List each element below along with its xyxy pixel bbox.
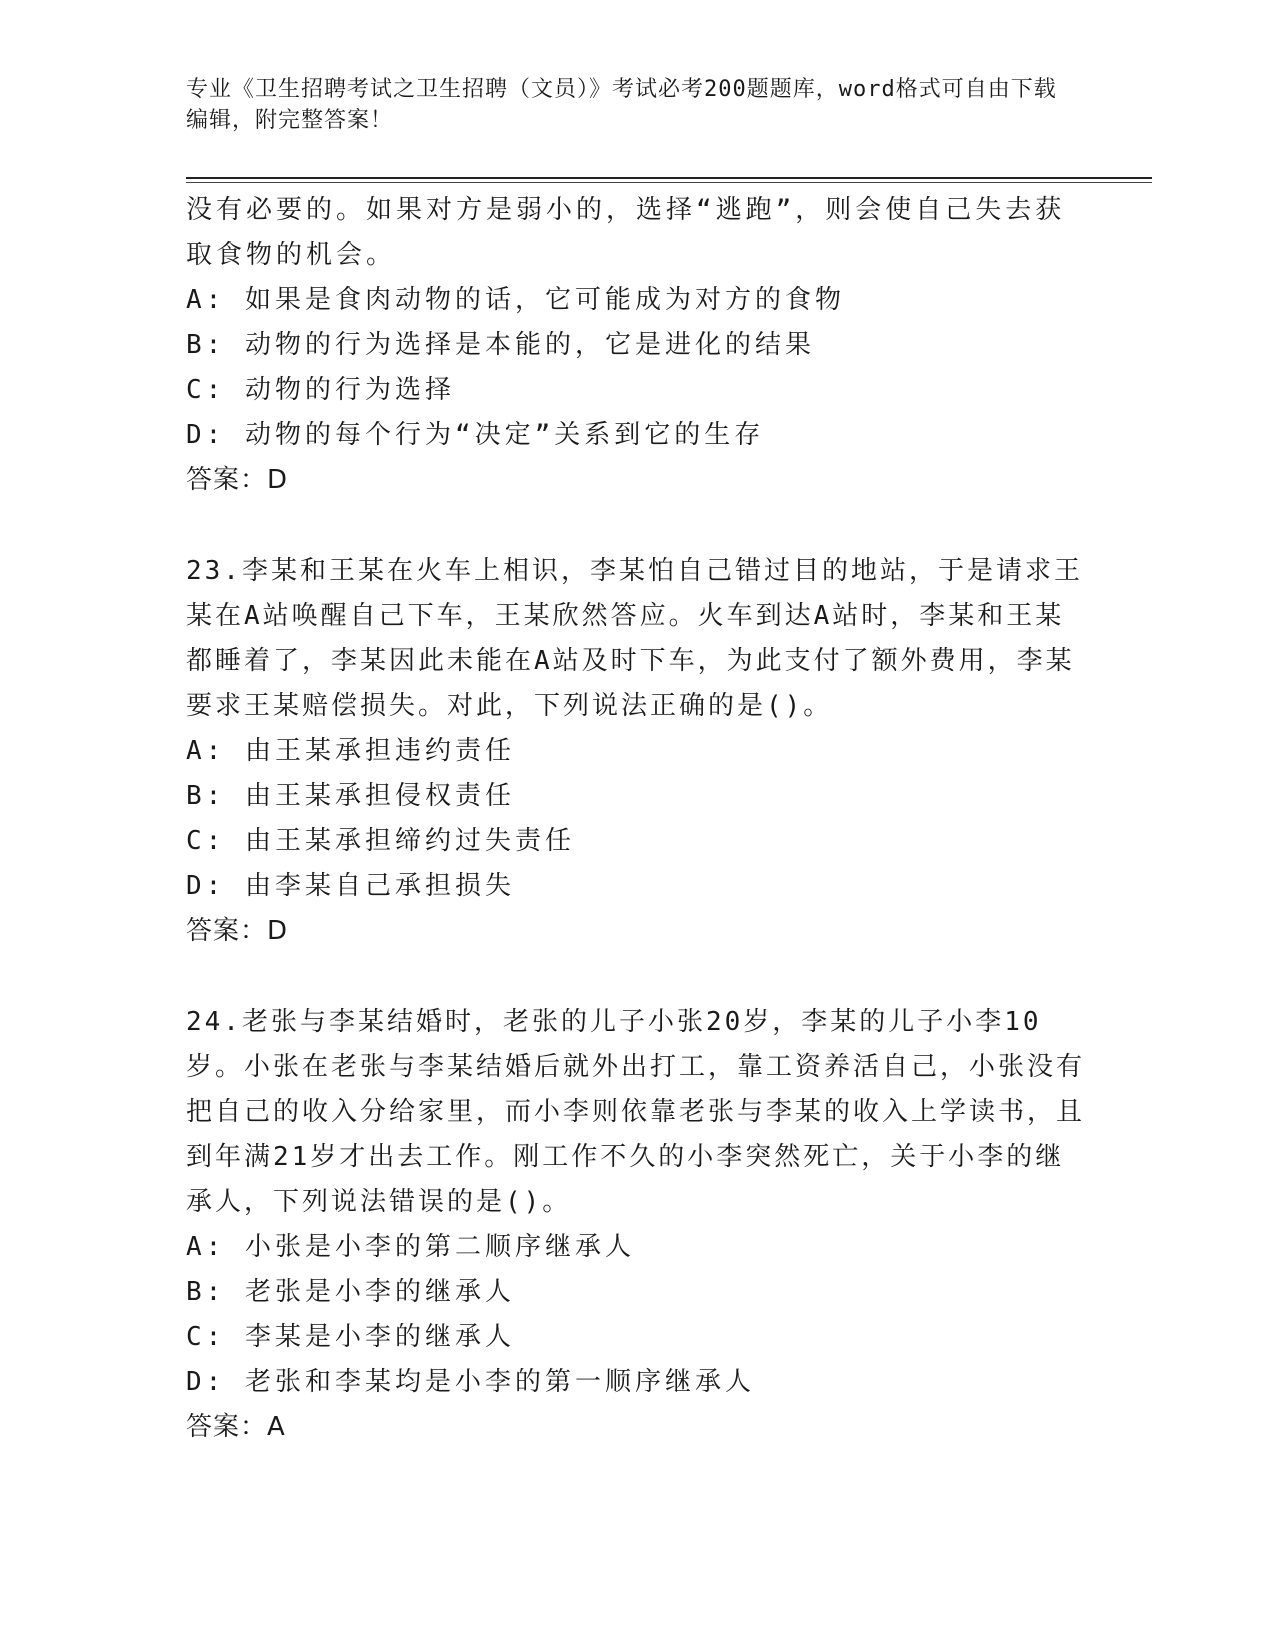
answer-line: 答案：D <box>186 465 289 495</box>
option-d: D: 老张和李某均是小李的第一顺序继承人 <box>186 1367 755 1397</box>
answer-line: 答案：D <box>186 916 289 946</box>
option-c: C: 动物的行为选择 <box>186 375 455 405</box>
option-b: B: 老张是小李的继承人 <box>186 1277 515 1307</box>
option-d: D: 动物的每个行为“决定”关系到它的生存 <box>186 420 765 450</box>
header-title: 专业《卫生招聘考试之卫生招聘（文员）》考试必考200题题库，word格式可自由下载编辑，附完整答案！ <box>186 77 1057 133</box>
question-text: 23.李某和王某在火车上相识，李某怕自己错过目的地站，于是请求王某在A站唤醒自己下车，王某欣然答应。火车到达A站时，李某和王某都睡着了，李某因此未能在A站及时下车，为此支付了额外费用，李某要求王某赔偿损失。对此，下列说法正确的是()。 <box>186 556 1083 721</box>
option-d: D: 由李某自己承担损失 <box>186 871 515 901</box>
question-text: 24.老张与李某结婚时，老张的儿子小张20岁，李某的儿子小李10岁。小张在老张与李某结婚后就外出打工，靠工资养活自己，小张没有把自己的收入分给家里，而小李则依靠老张与李某的收入上学读书，且到年满21岁才出去工作。刚工作不久的小李突然死亡，关于小李的继承人，下列说法错误的是()。 <box>186 1007 1086 1217</box>
option-a: A: 由王某承担违约责任 <box>186 736 515 766</box>
document-body <box>186 188 1086 1450</box>
header-divider-thick <box>186 177 1152 179</box>
option-a: A: 如果是食肉动物的话，它可能成为对方的食物 <box>186 285 845 315</box>
option-c: C: 由王某承担缔约过失责任 <box>186 826 575 856</box>
option-c: C: 李某是小李的继承人 <box>186 1322 515 1352</box>
question-22-continuation <box>186 188 1086 503</box>
option-b: B: 由王某承担侵权责任 <box>186 781 515 811</box>
question-24 <box>186 1000 1086 1450</box>
question-23 <box>186 549 1086 954</box>
answer-line: 答案：A <box>186 1412 286 1442</box>
document-header <box>186 74 1066 136</box>
question-text: 没有必要的。如果对方是弱小的，选择“逃跑”，则会使自己失去获取食物的机会。 <box>186 195 1066 270</box>
option-a: A: 小张是小李的第二顺序继承人 <box>186 1232 635 1262</box>
header-divider-thin <box>186 182 1152 183</box>
option-b: B: 动物的行为选择是本能的，它是进化的结果 <box>186 330 815 360</box>
